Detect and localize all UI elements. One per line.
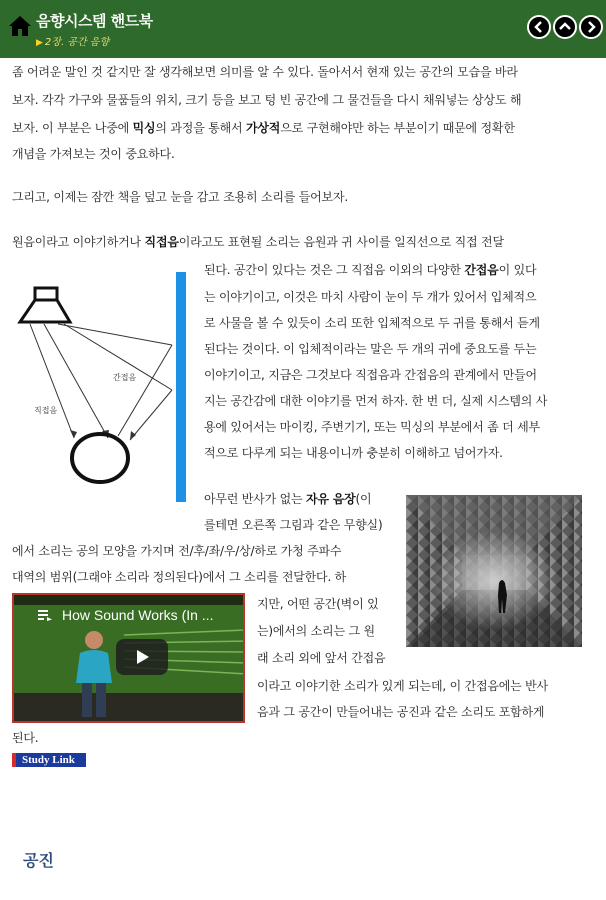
video-player[interactable]	[12, 593, 245, 723]
body-line: 그리고, 이제는 잠깐 책을 덮고 눈을 감고 조용히 소리를 들어보자.	[12, 190, 348, 204]
body-line: 된다는 것이다. 이 입체적이라는 말은 두 개의 귀에 중요도를 두는	[204, 342, 537, 356]
body-line: 는)에서의 소리는 그 원	[257, 624, 375, 638]
play-icon	[133, 648, 151, 666]
keyword-free-field: 자유 음장	[305, 492, 356, 506]
body-line: 보자. 이 부분은 나중에 믹싱의 과정을 통해서 가상적으로 구현해야만 하는 부분이기 때문에 정확한	[12, 121, 515, 135]
body-line: 된다.	[12, 731, 39, 745]
body-line: 개념을 가져보는 것이 중요하다.	[12, 147, 175, 161]
chapter-subtitle	[36, 33, 109, 48]
body-line: 로 사물을 볼 수 있듯이 소리 또한 입체적으로 두 귀를 통해서 듣게	[204, 316, 540, 330]
home-icon[interactable]	[8, 15, 32, 37]
body-line: 이라고 이야기한 소리가 있게 되는데, 이 간접음에는 반사	[257, 679, 548, 693]
app-header	[0, 0, 606, 58]
body-line: 지만, 어떤 공간(벽이 있	[257, 597, 379, 611]
body-line: 적으로 다루게 되는 내용이니까 충분히 이해하고 넘어가자.	[204, 446, 503, 460]
body-line: 에서 소리는 공의 모양을 가지며 전/후/좌/우/상/하로 가청 주파수	[12, 544, 342, 558]
chevron-up-icon	[559, 21, 571, 33]
body-line: 된다. 공간이 있다는 것은 그 직접음 이외의 다양한 간접음이 있다	[204, 263, 537, 277]
keyword-direct-sound: 직접음	[144, 235, 179, 249]
chevron-right-icon	[585, 21, 597, 33]
body-line: 대역의 범위(그래야 소리라 정의된다)에서 그 소리를 전달한다. 하	[12, 570, 347, 584]
listener-head-icon	[72, 434, 128, 482]
body-line: 지는 공간감에 대한 이야기를 먼저 하자. 한 번 더, 실제 시스템의 사	[204, 394, 548, 408]
anechoic-chamber-photo	[406, 495, 582, 647]
next-page-button[interactable]	[579, 15, 603, 39]
top-button[interactable]	[553, 15, 577, 39]
chapter-label: 2장. 공간 음향	[44, 37, 110, 48]
playlist-icon[interactable]	[38, 610, 52, 621]
body-line: 이야기이고, 지금은 그것보다 직접음과 간접음의 관계에서 만들어	[204, 368, 537, 382]
video-title[interactable]: How Sound Works (In ...	[62, 607, 214, 623]
direct-sound-label: 직접음	[34, 406, 58, 415]
keyword-virtual: 가상적	[246, 121, 281, 135]
indirect-sound-label: 간접음	[113, 373, 137, 382]
wall-bar	[176, 272, 186, 502]
body-line: 음과 그 공간이 만들어내는 공진과 같은 소리도 포함하게	[257, 705, 545, 719]
body-line: 보자. 각각 가구와 물품들의 위치, 크기 등을 보고 텅 빈 공간에 그 물건들을 다시 채워넣는 상상도 해	[12, 93, 522, 107]
body-line: 원음이라고 이야기하거나 직접음이라고도 표현될 소리는 음원과 귀 사이를 일직선으로 직접 전달	[12, 235, 504, 249]
body-line: 래 소리 외에 앞서 간접음	[257, 651, 386, 665]
sound-path-diagram	[12, 280, 177, 490]
study-link[interactable]: Study Link	[12, 753, 86, 767]
prev-page-button[interactable]	[527, 15, 551, 39]
play-button[interactable]	[116, 639, 168, 675]
chevron-left-icon	[533, 21, 545, 33]
book-title: 음향시스템 핸드북	[36, 12, 153, 30]
keyword-mixing: 믹싱	[132, 121, 156, 135]
body-line: 좀 어려운 말인 것 같지만 잘 생각해보면 의미를 알 수 있다. 돌아서서 현재 있는 공간의 모습을 바라	[12, 65, 518, 79]
body-line: 를테면 오른쪽 그림과 같은 무향실)	[204, 518, 383, 532]
triangle-icon: ▶	[36, 38, 43, 48]
body-line: 는 이야기이고, 이것은 마치 사람이 눈이 두 개가 있어서 입체적으	[204, 290, 537, 304]
body-line: 용에 있어서는 마이킹, 주변기기, 또는 믹싱의 부분에서 좀 더 세부	[204, 420, 540, 434]
keyword-indirect-sound: 간접음	[464, 263, 499, 277]
speaker-icon	[20, 288, 70, 322]
section-heading: 공진	[23, 851, 54, 870]
body-line: 아무런 반사가 없는 자유 음장(이	[204, 492, 372, 506]
